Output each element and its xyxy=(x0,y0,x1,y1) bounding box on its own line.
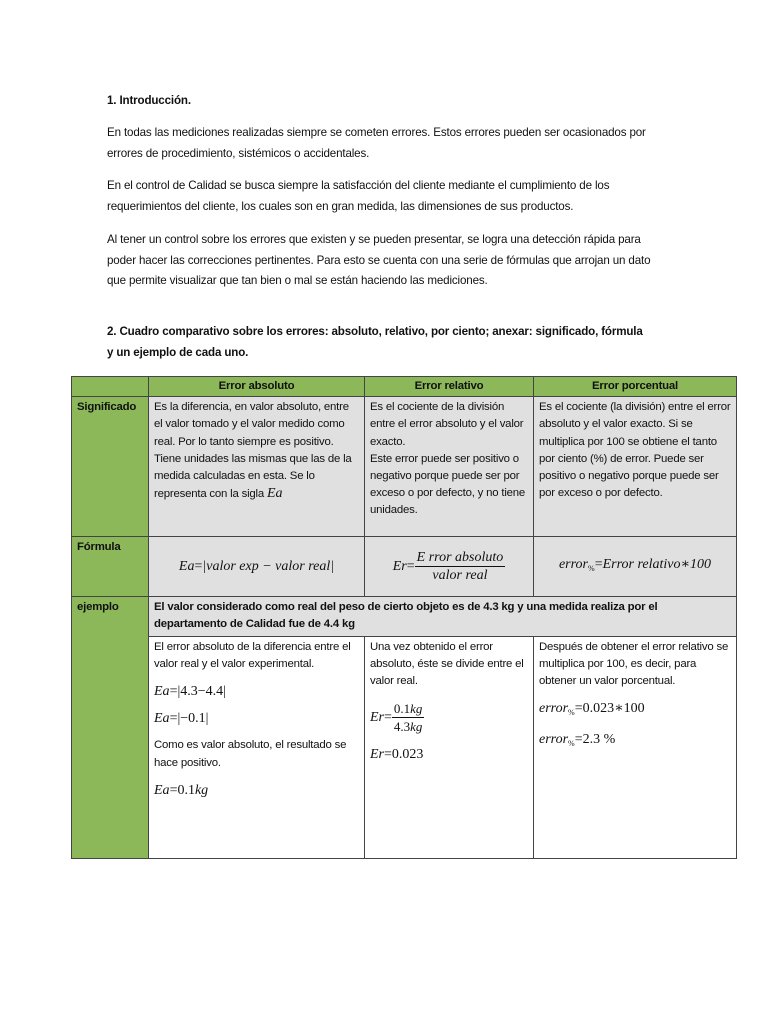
ejemplo-absoluto-eq1: Ea=|4.3−4.4| xyxy=(154,684,226,700)
intro-heading: 1. Introducción. xyxy=(107,94,191,107)
intro-paragraph-1: En todas las mediciones realizadas siempre se cometen errores. Estos errores pueden ser ocasionados por errores de procedimiento, sistémicos o accidentales. xyxy=(107,126,646,160)
significado-relativo-text-1: Es el cociente de la división entre el error absoluto y el valor exacto. xyxy=(370,401,524,448)
ejemplo-absoluto xyxy=(149,636,365,858)
formula-porcentual-subscript: % xyxy=(588,564,595,574)
ejemplo-relativo-text: Una vez obtenido el error absoluto, éste se divide entre el valor real. xyxy=(370,640,524,688)
ejemplo-porcentual-text: Después de obtener el error relativo se multiplica por 100, es decir, para obtener un valor porcentual. xyxy=(539,640,729,688)
formula-absoluto-rhs: |valor exp − valor real| xyxy=(202,559,335,575)
label-formula: Fórmula xyxy=(72,537,149,597)
ejemplo-enunciado: El valor considerado como real del peso de cierto objeto es de 4.3 kg y una medida realiza por el departamento de Calidad fue de 4.4 kg xyxy=(149,597,737,636)
ejemplo-relativo-eq2: Er=0.023 xyxy=(370,746,424,762)
label-significado: Significado xyxy=(72,397,149,537)
formula-absoluto: Ea=|valor exp − valor real| xyxy=(149,537,365,597)
row-significado xyxy=(72,397,737,537)
formula-relativo: Er= $\frac{\text{E rror absoluto}}{\text{valor real}}$ xyxy=(365,537,534,597)
formula-porcentual-rhs: Error relativo∗100 xyxy=(602,557,712,573)
significado-absoluto xyxy=(149,397,365,537)
row-formula xyxy=(72,537,737,597)
formula-relativo-lhs: Er xyxy=(392,558,407,574)
sigla-ea: Ea xyxy=(266,486,283,502)
ejemplo-porcentual xyxy=(534,636,737,858)
label-ejemplo: ejemplo xyxy=(72,597,149,858)
ejemplo-porcentual-eq2: error$_{\%}$=2.3 % xyxy=(539,732,616,749)
comparison-table xyxy=(71,376,737,859)
header-empty xyxy=(72,377,149,397)
header-error-absoluto: Error absoluto xyxy=(149,377,365,397)
row-ejemplo-statement xyxy=(72,597,737,636)
formula-relativo-denominator: valor real xyxy=(432,568,488,584)
significado-absoluto-text: Es la diferencia, en valor absoluto, entre el valor tomado y el valor medido como real. Por lo tanto siempre es positivo. Tiene unidades las mismas que las de la medida calculadas en esta. Se lo representa con la sigla xyxy=(154,401,352,501)
formula-relativo-numerator: E rror absoluto xyxy=(415,549,506,567)
ejemplo-absoluto-text-2: Como es valor absoluto, el resultado se hace positivo. xyxy=(154,739,347,769)
significado-porcentual: Es el cociente (la división) entre el error absoluto y el valor exacto. Si se multiplica por 100 se obtiene el tanto por ciento (%) de error. Puede ser positivo o negativo porque puede ser por exceso o por defecto. xyxy=(534,397,737,537)
significado-relativo-text-2: Este error puede ser positivo o negativo porque puede ser por exceso o por defecto, y no tiene unidades. xyxy=(370,452,526,517)
formula-absoluto-lhs: Ea xyxy=(178,559,195,575)
intro-paragraph-3: Al tener un control sobre los errores que existen y se pueden presentar, se logra una detección rápida para poder hacer las correcciones pertinentes. Para esto se cuenta con una serie de fórmulas que arrojan un dato que permite visualizar que tan bien o mal se están haciendo las mediciones. xyxy=(107,233,651,287)
formula-relativo-fraction xyxy=(415,549,506,584)
section2-heading: 2. Cuadro comparativo sobre los errores: absoluto, relativo, por ciento; anexar: significado, fórmula y un ejemplo de cada uno. xyxy=(107,325,643,359)
ejemplo-relativo xyxy=(365,636,534,858)
ejemplo-absoluto-eq3: Ea=0.1kg xyxy=(154,782,209,798)
ejemplo-absoluto-eq2: Ea=|−0.1| xyxy=(154,711,209,727)
ejemplo-porcentual-eq1: error$_{\%}$=0.023∗100 xyxy=(539,701,645,718)
formula-porcentual: error$_{\%}$=Error relativo∗100 xyxy=(534,537,737,597)
formula-porcentual-lhs: error xyxy=(558,557,589,573)
intro-paragraph-2: En el control de Calidad se busca siempre la satisfacción del cliente mediante el cumplimiento de los requerimientos del cliente, los cuales son en gran medida, las dimensiones de sus productos. xyxy=(107,179,610,213)
ejemplo-absoluto-text: El error absoluto de la diferencia entre el valor real y el valor experimental. xyxy=(154,640,351,670)
row-ejemplo-details xyxy=(72,636,737,858)
header-error-relativo: Error relativo xyxy=(365,377,534,397)
header-error-porcentual: Error porcentual xyxy=(534,377,737,397)
significado-relativo xyxy=(365,397,534,537)
table-header-row xyxy=(72,377,737,397)
ejemplo-relativo-eq1: Er= $\frac{0.1kg}{4.3kg}$ xyxy=(370,701,423,735)
